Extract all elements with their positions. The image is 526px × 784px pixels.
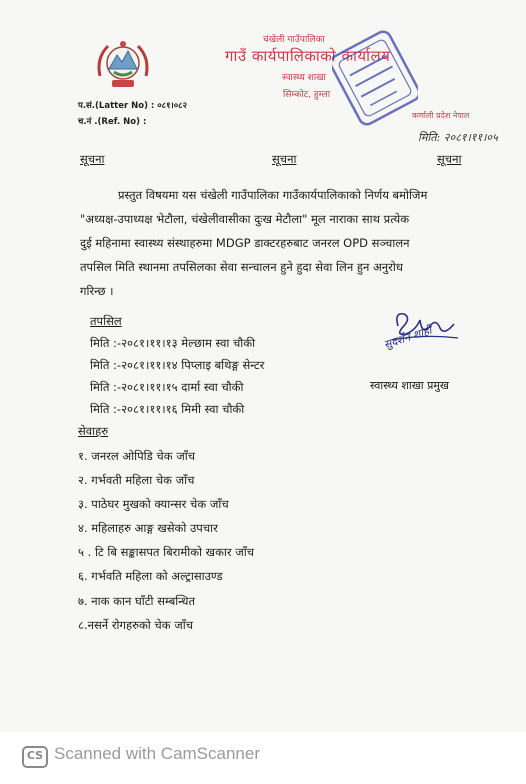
schedule-row: मिति :-२०८१।११।१३ मेल्छाम स्वा चौकी [90, 336, 256, 350]
reference-number: च.नं .(Ref. No) : [78, 117, 147, 127]
schedule-row: मिति :-२०८१।११।१६ मिमी स्वा चौकी [90, 402, 245, 416]
schedule-row: मिति :-२०८१।११।१५ दार्मा स्वा चौकी [90, 380, 244, 394]
signatory-title: स्वास्थ्य शाखा प्रमुख [370, 379, 449, 392]
schedule-heading: तपसिल [90, 314, 122, 328]
body-line-1: प्रस्तुत विषयमा यस चंखेली गाउँपालिका गाउँकार्यपालिकाको निर्णय बमोजिम [118, 188, 428, 202]
service-item: ८.नसर्ने रोगहरुको चेक जाँच [78, 618, 194, 632]
services-heading: सेवाहरु [78, 424, 109, 438]
notice-label-center: सूचना [272, 152, 297, 166]
document-date: मिति: २०८१।११।०५ [418, 131, 498, 144]
scanner-watermark: Scanned with CamScanner [54, 744, 261, 763]
office-stamp-icon [332, 30, 418, 126]
service-item: २. गर्भवती महिला चेक जाँच [78, 473, 195, 487]
letter-number: प.सं.(Latter No) : ०८१।०८२ [78, 101, 188, 111]
notice-label-left: सूचना [80, 152, 105, 166]
camscanner-logo-icon: CS [22, 746, 48, 768]
service-item: ६. गर्भवति महिला को अल्ट्रासाउण्ड [78, 569, 223, 583]
service-item: १. जनरल ओपिडि चेक जाँच [78, 449, 196, 463]
service-item: ४. महिलाहरु आङ्ग खसेको उपचार [78, 521, 218, 535]
body-line-5: गरिन्छ । [80, 284, 114, 298]
province-label: कर्णाली प्रदेश नेपाल [412, 111, 470, 120]
schedule-row: मिति :-२०८१।११।१४ पिप्लाइ बथिङ्ग सेन्टर [90, 358, 265, 372]
office-small-heading: चंखेली गाउँपालिका [263, 35, 325, 45]
notice-label-right: सूचना [437, 152, 462, 166]
nepal-emblem-icon [92, 36, 154, 94]
body-line-3: दुई महिनामा स्वास्थ्य संस्थाहरुमा MDGP डाक्टरहरुबाट जनरल OPD सञ्चालन [80, 236, 410, 250]
service-item: ३. पाठेघर मुखको क्यान्सर चेक जाँच [78, 497, 229, 511]
service-item: ५ . टि बि सङ्कासपत बिरामीको खकार जाँच [78, 545, 255, 559]
body-line-4: तपसिल मिति स्थानमा तपसिलका सेवा सन्चालन हुने हुदा सेवा लिन हुन अनुरोध [80, 260, 403, 274]
office-title: गाउँ कार्यपालिकाको कार्यालय [225, 47, 391, 65]
office-sub-line-1: स्वास्थ्य शाखा [282, 73, 326, 83]
office-sub-line-2: सिम्कोट, हुम्ला [283, 90, 331, 100]
signatory-name: सुदर्शन शाही [382, 323, 434, 352]
body-line-2: "अध्यक्ष-उपाध्यक्ष भेटौला, चंखेलीवासीका दुःख मेटौला" मूल नाराका साथ प्रत्येक [80, 212, 410, 226]
service-item: ७. नाक कान घाँटी सम्बन्धित [78, 594, 196, 608]
